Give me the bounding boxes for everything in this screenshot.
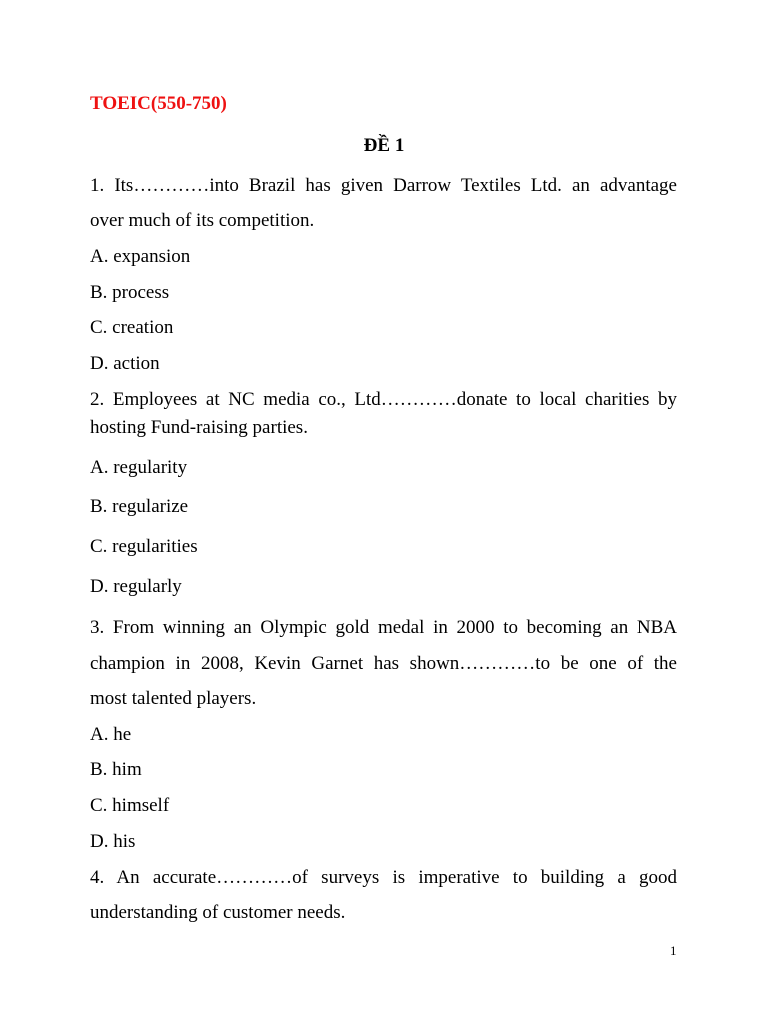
question-1-option-d: D. action [90, 353, 160, 374]
question-2-option-a: A. regularity [90, 457, 188, 478]
question-3-option-d: D. his [90, 831, 136, 852]
question-1-stem-line-1: 1. Its…………into Brazil has given Darrow Textiles Ltd. an advantage [90, 175, 677, 196]
document-title: TOEIC(550-750) [90, 93, 227, 114]
exam-number: ĐỀ 1 [363, 135, 405, 156]
question-3-option-c: C. himself [90, 795, 170, 816]
question-1-option-a: A. expansion [90, 246, 191, 267]
question-2-stem-line-1: 2. Employees at NC media co., Ltd…………donate to local charities by [90, 389, 677, 410]
question-2-stem-line-2: hosting Fund-raising parties. [90, 417, 308, 438]
question-3-stem-line-3: most talented players. [90, 688, 257, 709]
question-3-option-b: B. him [90, 759, 142, 780]
question-1-option-b: B. process [90, 282, 170, 303]
question-1-option-c: C. creation [90, 317, 174, 338]
question-2-option-d: D. regularly [90, 576, 182, 597]
question-3-stem-line-2: champion in 2008, Kevin Garnet has shown…………to be one of the [90, 653, 677, 674]
question-4-stem-line-2: understanding of customer needs. [90, 902, 346, 923]
question-2-option-b: B. regularize [90, 496, 189, 517]
question-3-option-a: A. he [90, 724, 132, 745]
question-1-stem-line-2: over much of its competition. [90, 210, 315, 231]
page-number: 1 [670, 943, 677, 958]
question-2-option-c: C. regularities [90, 536, 198, 557]
question-4-stem-line-1: 4. An accurate…………of surveys is imperative to building a good [90, 867, 677, 888]
question-3-stem-line-1: 3. From winning an Olympic gold medal in 2000 to becoming an NBA [90, 617, 677, 638]
